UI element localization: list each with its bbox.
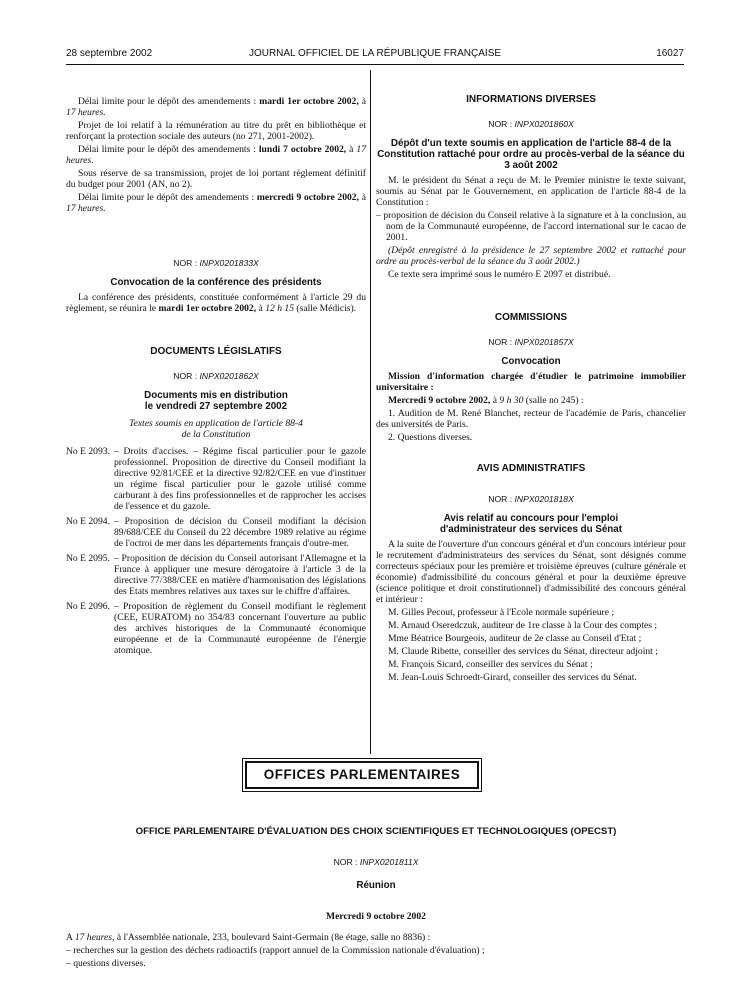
paragraph: La conférence des présidents, constituée conformément à l'article 29 du règlement, se réunira le mardi 1er octobre 2002, à 12 h 15 (salle Médicis). [66,292,366,314]
subsection-title: Dépôt d'un texte soumis en application de l'article 88-4 de la Constitution rattaché pour ordre au procès-verbal de la séance du 3 août 2002 [377,138,685,171]
section-heading: INFORMATIONS DIVERSES [466,94,596,105]
list-item: M. Arnaud Oseredczuk, auditeur de 1re classe à la Cour des comptes ; [388,620,658,631]
section-heading: AVIS ADMINISTRATIFS [476,463,586,474]
section-heading: OFFICE PARLEMENTAIRE D'ÉVALUATION DES CHOIX SCIENTIFIQUES ET TECHNOLOGIQUES (OPECST) [135,826,617,837]
list-item: M. Gilles Pecout, professeur à l'Ecole normale supérieure ; [388,607,615,618]
column-divider [370,70,371,754]
subsection-title: Convocation [501,356,561,367]
nor-reference: NOR : INPX0201857X [488,337,574,347]
paragraph: Projet de loi relatif à la rémunération au titre du prêt en bibliothèque et renforçant la protection sociale des auteurs (no 271, 2001-2002). [66,120,366,142]
text: Délai limite pour le dépôt des amendements : [78,192,255,203]
list-item: – recherches sur la gestion des déchets radioactifs (rapport annuel de la Commission nationale d'évaluation) ; [66,945,485,956]
page-header [66,48,684,65]
list-item: – questions diverses. [66,958,146,969]
text-bold: mercredi 9 octobre 2002, [256,192,360,203]
list-item: No E 2096. – Proposition de règlement du Conseil modifiant le règlement (CEE, EURATOM) no 354/83 concernant l'ouverture au public des archives historiques de la Communauté économique européenne et de la Communauté européenne de l'énergie atomique. [66,601,366,656]
list-item: No E 2094. – Proposition de décision du Conseil modifiant la décision 89/688/CEE du Conseil du 22 décembre 1989 relative au régime de l'octroi de mer dans les départements français d'outre-mer. [66,516,366,549]
paragraph: (Dépôt enregistré à la présidence le 27 septembre 2002 et rattaché pour ordre au procès-verbal de la séance du 3 août 2002.) [376,245,686,267]
paragraph: 1. Audition de M. René Blanchet, recteur de l'académie de Paris, chancelier des universités de Paris. [376,408,686,430]
section-title: Convocation de la conférence des présidents [110,277,322,288]
paragraph: Mission d'information chargée d'étudier le patrimoine immobilier universitaire : [376,371,686,393]
meeting-date: Mercredi 9 octobre 2002 [326,911,426,922]
paragraph: M. le président du Sénat a reçu de M. le Premier ministre le texte suivant, soumis au Sénat par le Gouvernement, en application de l'article 88-4 de la Constitution : [376,175,686,208]
paragraph: Sous réserve de sa transmission, projet de loi portant règlement définitif du budget pour 2001 (AN, no 2). [66,168,366,190]
text-bold: lundi 7 octobre 2002, [258,144,347,155]
offices-banner [245,761,479,789]
paragraph: Mercredi 9 octobre 2002, à 9 h 30 (salle no 245) : [388,395,584,406]
list-item: M. François Sicard, conseiller des services du Sénat ; [388,659,593,670]
text: à [349,144,354,155]
paragraph [66,192,366,214]
text-bold: mardi 1er octobre 2002, [259,96,359,107]
text-italic: 17 heures. [66,203,106,214]
nor-reference: NOR : INPX0201862X [173,371,259,381]
list-item: No E 2093. – Droits d'accises. – Régime fiscal particulier pour le gazole professionnel. Proposition de directive du Conseil modifiant la directive 92/81/CEE et la directive 92/82/CEE en vue d'instituer un régime fiscal particulier pour le gazole utilisé comme carburant à des fins professionnelles et de rapprocher les accises de l'essence et du gazole. [66,446,366,512]
text-italic: 17 heures. [66,144,366,166]
offices-banner-title: OFFICES PARLEMENTAIRES [263,767,461,782]
list-item: M. Jean-Louis Schroedt-Girard, conseiller des services du Sénat. [388,672,637,683]
text: à [361,96,367,107]
paragraph: 2. Questions diverses. [388,432,473,443]
list-item: No E 2095. – Proposition de décision du Conseil autorisant l'Allemagne et la France à appliquer une mesure dérogatoire à l'article 3 de la directive 77/388/CEE en matière d'harmonisation des législations des Etats membres relatives aux taxes sur le chiffre d'affaires. [66,553,366,597]
list-item: Mme Béatrice Bourgeois, auditeur de 2e classe au Conseil d'Etat ; [388,633,642,644]
list-item: M. Claude Ribette, conseiller des services du Sénat, directeur adjoint ; [388,646,658,657]
paragraph: A la suite de l'ouverture d'un concours général et d'un concours intérieur pour le recrutement d'administrateurs des services du Sénat, sont désignés comme correcteurs spéciaux pour les première et troisième épreuves (culture générale et économie) d'admissibilité du concours général et pour la deuxième épreuve (science politique et droit constitutionnel) d'admissibilité des concours général et intérieur : [376,539,686,605]
nor-reference: NOR : INPX0201811X [333,857,419,867]
bottom-section [66,820,686,971]
header-date: 28 septembre 2002 [66,48,153,59]
section-heading: COMMISSIONS [494,312,568,323]
paragraph [66,144,366,166]
section-heading: DOCUMENTS LÉGISLATIFS [150,346,282,357]
subsection-title: Avis relatif au concours pour l'emploi d'administrateur des services du Sénat [439,513,622,535]
subsection-title: Documents mis en distribution le vendredi 27 septembre 2002 [144,390,288,412]
paragraph: A 17 heures, à l'Assemblée nationale, 233, boulevard Saint-Germain (8e étage, salle no 8836) : [66,932,431,943]
italic-subtitle: Textes soumis en application de l'article 88-4 de la Constitution [129,418,303,440]
text-italic: 17 heures. [66,107,106,118]
paragraph: – proposition de décision du Conseil relative à la signature et à la conclusion, au nom de la Communauté européenne, de l'accord international sur le cacao de 2001. [376,210,686,243]
header-page-number: 16027 [656,48,684,59]
right-column [376,88,686,685]
subsection-title: Réunion [356,880,396,891]
text: Délai limite pour le dépôt des amendements : [78,96,257,107]
paragraph: Ce texte sera imprimé sous le numéro E 2097 et distribué. [388,269,611,280]
text: à [361,192,366,203]
header-title: JOURNAL OFFICIEL DE LA RÉPUBLIQUE FRANÇAISE [248,48,502,59]
nor-reference: NOR : INPX0201818X [488,494,574,504]
paragraph [66,96,366,118]
text: Délai limite pour le dépôt des amendements : [78,144,256,155]
nor-reference: NOR : INPX0201833X [173,258,259,268]
left-column [66,96,366,660]
nor-reference: NOR : INPX0201860X [488,119,574,129]
